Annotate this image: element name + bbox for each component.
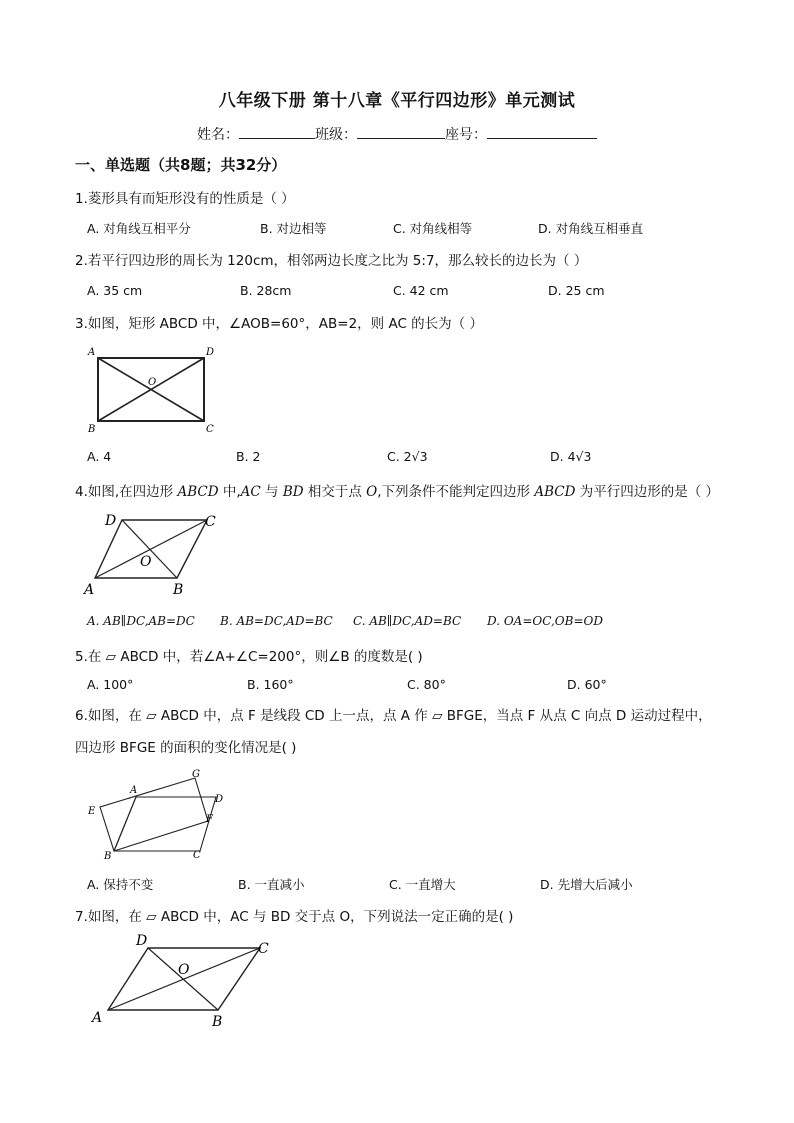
q3-label-c: C [206, 424, 214, 435]
q4-label-b: B [173, 582, 184, 598]
q1-option-a[interactable]: A. 对角线互相平分 [87, 221, 191, 236]
q4-quad-name: ABCD [177, 484, 219, 500]
q7-label-a: A [92, 1010, 103, 1026]
q4-label-d: D [105, 513, 117, 529]
q4-text-mid2: 与 [260, 484, 283, 500]
q7-label-c: C [258, 941, 269, 957]
q2-option-b[interactable]: B. 28cm [240, 283, 292, 298]
question-2: 2.若平行四边形的周长为 120cm，相邻两边长度之比为 5:7，那么较长的边长为（ ） [75, 253, 588, 269]
q7-diagonal-ac [108, 948, 260, 1010]
q5-option-b[interactable]: B. 160° [247, 677, 294, 692]
question-1: 1.菱形具有而矩形没有的性质是（ ） [75, 191, 295, 207]
q3-label-a: A [88, 347, 96, 358]
question-7: 7.如图，在 ▱ ABCD 中，AC 与 BD 交于点 O，下列说法一定正确的是( ) [75, 909, 514, 925]
student-info-line [0, 124, 794, 144]
q6-label-g: G [192, 769, 200, 780]
seat-blank[interactable] [487, 124, 597, 139]
q6-parallelogram-abcd [114, 797, 216, 851]
q4-option-c[interactable]: C. AB∥DC,AD=BC [353, 614, 462, 628]
q6-option-a[interactable]: A. 保持不变 [87, 877, 154, 892]
q4-quad-name-2: ABCD [534, 484, 576, 500]
q6-label-a: A [130, 785, 138, 796]
q6-parallelogram-bfge [100, 778, 208, 851]
q6-side-ab [114, 797, 136, 851]
q7-label-b: B [212, 1014, 223, 1030]
q3-option-d[interactable]: D. 4√3 [550, 449, 592, 464]
q4-text-mid4: ,下列条件不能判定四边形 [377, 484, 535, 500]
q3-option-a[interactable]: A. 4 [87, 449, 112, 464]
class-label: 班级： [315, 127, 357, 143]
q5-option-a[interactable]: A. 100° [87, 677, 134, 692]
question-6: 6.如图，在 ▱ ABCD 中，点 F 是线段 CD 上一点，点 A 作 ▱ BFGE，当点 F 从点 C 向点 D 运动过程中，四边形 BFGE 的面积的变化情况是( ) [75, 708, 712, 756]
q6-label-d: D [215, 794, 224, 805]
q3-label-o: O [148, 377, 157, 388]
q4-option-d[interactable]: D. OA=OC,OB=OD [487, 614, 603, 628]
q4-text-prefix: 4.如图,在四边形 [75, 484, 178, 500]
q4-option-b[interactable]: B. AB=DC,AD=BC [220, 614, 333, 628]
name-blank[interactable] [239, 124, 315, 139]
q6-option-c[interactable]: C. 一直增大 [389, 877, 456, 892]
q7-diagonal-bd [148, 948, 218, 1010]
q4-o: O [366, 484, 378, 500]
q3-option-c[interactable]: C. 2√3 [387, 449, 428, 464]
q4-label-c: C [205, 514, 216, 530]
q7-parallelogram-figure [88, 930, 278, 1030]
q4-bd: BD [282, 484, 304, 500]
q4-ac: AC [240, 484, 261, 500]
q5-option-c[interactable]: C. 80° [407, 677, 446, 692]
q6-option-d[interactable]: D. 先增大后减小 [540, 877, 633, 892]
q1-option-b[interactable]: B. 对边相等 [260, 221, 327, 236]
class-blank[interactable] [357, 124, 445, 139]
q7-label-d: D [136, 933, 148, 949]
q3-rectangle-figure [82, 342, 222, 437]
q3-option-b[interactable]: B. 2 [236, 449, 261, 464]
q5-option-d[interactable]: D. 60° [567, 677, 607, 692]
q4-label-o: O [140, 554, 152, 570]
q4-text-suffix: 为平行四边形的是（ ） [575, 484, 720, 500]
page-title: 八年级下册 第十八章《平行四边形》单元测试 [218, 91, 576, 111]
q4-text-mid1: 中, [218, 484, 241, 500]
q4-parallelogram-figure [82, 510, 227, 600]
q6-figure [80, 765, 230, 865]
q2-option-d[interactable]: D. 25 cm [548, 283, 605, 298]
question-4 [75, 480, 719, 500]
q6-label-b: B [104, 851, 112, 862]
question-5: 5.在 ▱ ABCD 中，若∠A+∠C=200°，则∠B 的度数是( ) [75, 649, 423, 665]
q2-option-c[interactable]: C. 42 cm [393, 283, 449, 298]
q4-text-mid3: 相交于点 [303, 484, 367, 500]
q4-option-a[interactable]: A. AB∥DC,AB=DC [87, 614, 195, 628]
q3-label-b: B [88, 424, 96, 435]
q6-label-e: E [88, 806, 96, 817]
q6-label-f: F [206, 814, 213, 825]
q2-option-a[interactable]: A. 35 cm [87, 283, 143, 298]
name-label: 姓名： [197, 127, 239, 143]
q6-option-b[interactable]: B. 一直减小 [238, 877, 305, 892]
q4-label-a: A [84, 582, 95, 598]
q7-label-o: O [178, 962, 190, 978]
q3-label-d: D [206, 347, 215, 358]
q1-option-c[interactable]: C. 对角线相等 [393, 221, 473, 236]
q1-option-d[interactable]: D. 对角线互相垂直 [538, 221, 644, 236]
question-3: 3.如图，矩形 ABCD 中，∠AOB=60°，AB=2，则 AC 的长为（ ） [75, 316, 483, 332]
q6-label-c: C [193, 850, 201, 861]
seat-label: 座号： [445, 127, 487, 143]
section-heading: 一、单选题（共8题；共32分） [75, 156, 287, 174]
